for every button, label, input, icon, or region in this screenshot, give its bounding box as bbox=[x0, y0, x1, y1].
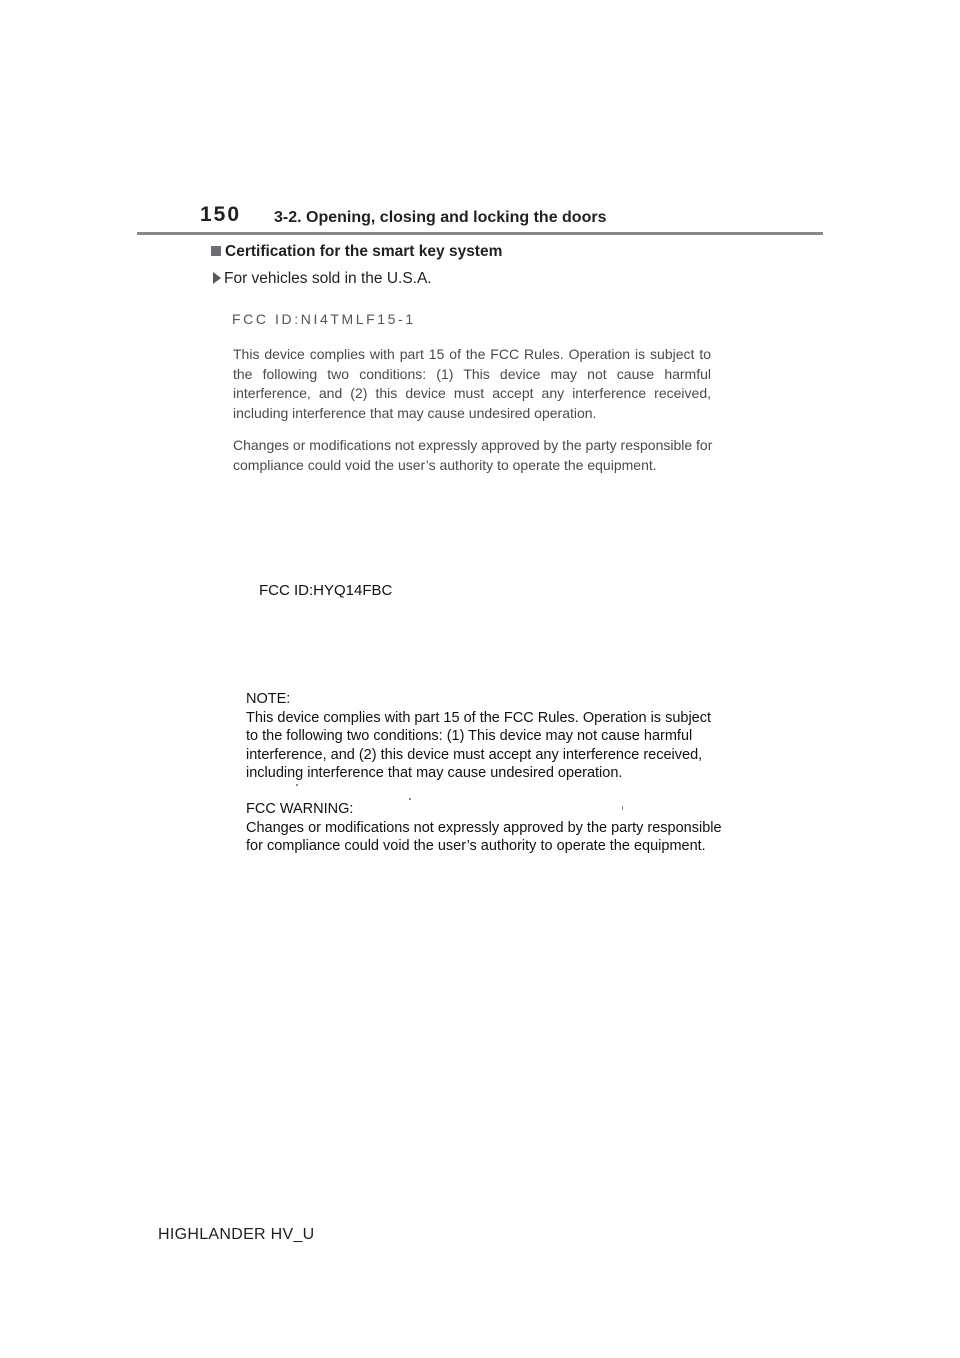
note-text: This device complies with part 15 of the FCC Rules. Operation is subject to the following two conditions: (1) This device may not cause harmful interference, and (2) this device must accept any interference received, including interference that may cause undesired operation. bbox=[246, 709, 712, 781]
fcc-id-label-1: FCC ID:NI4TMLF15-1 bbox=[232, 311, 416, 327]
note-title: NOTE: bbox=[246, 691, 291, 707]
note-block bbox=[246, 690, 726, 783]
square-bullet-icon bbox=[211, 246, 221, 256]
page-number: 150 bbox=[200, 203, 242, 226]
subheading-text: For vehicles sold in the U.S.A. bbox=[224, 270, 432, 287]
warning-text: Changes or modifications not expressly approved by the party responsible for compliance could void the user’s authority to operate the equipment. bbox=[246, 819, 722, 854]
compliance-paragraph-1: This device complies with part 15 of the FCC Rules. Operation is subject to the following two conditions: (1) This device may not cause harmful interference, and (2) this device must accept any interference received, including interference that may cause undesired operation. bbox=[233, 346, 711, 421]
warning-block bbox=[246, 800, 726, 856]
scan-speck bbox=[296, 784, 298, 786]
subheading bbox=[213, 270, 432, 288]
section-title: 3-2. Opening, closing and locking the doors bbox=[274, 209, 607, 226]
warning-title: FCC WARNING: bbox=[246, 801, 354, 817]
section-heading bbox=[211, 243, 502, 261]
fcc-id-label-2: FCC ID:HYQ14FBC bbox=[259, 582, 393, 599]
modification-paragraph-1: Changes or modifications not expressly approved by the party responsible for compliance could void the user’s authority to operate the equipment. bbox=[233, 437, 713, 473]
triangle-arrow-icon bbox=[213, 272, 221, 284]
header-divider bbox=[137, 232, 823, 235]
section-heading-text: Certification for the smart key system bbox=[225, 243, 503, 260]
footer-model-name: HIGHLANDER HV_U bbox=[158, 1226, 315, 1243]
